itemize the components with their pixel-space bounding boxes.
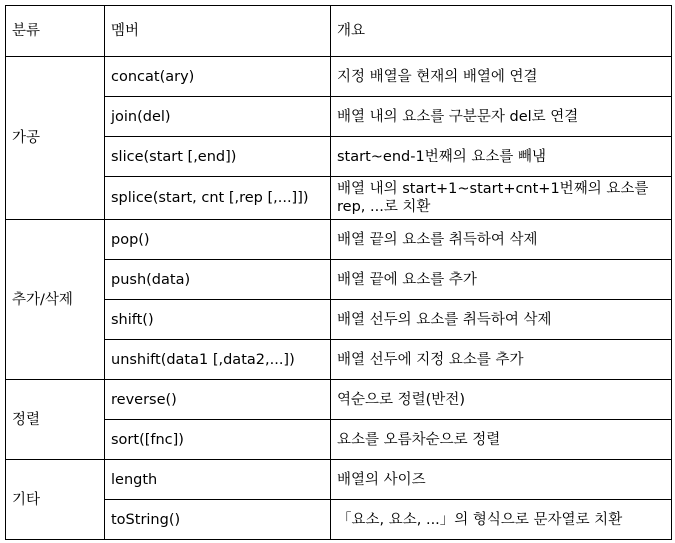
member-cell: reverse() [105, 380, 331, 420]
summary-cell: 요소를 오름차순으로 정렬 [331, 420, 672, 460]
summary-cell: 배열 내의 요소를 구분문자 del로 연결 [331, 97, 672, 137]
array-members-table [5, 5, 672, 540]
header-member: 멤버 [105, 6, 331, 57]
category-cell: 가공 [6, 57, 105, 220]
table-row [6, 340, 672, 380]
table-row [6, 460, 672, 500]
summary-cell: 배열 선두의 요소를 취득하여 삭제 [331, 300, 672, 340]
category-cell: 정렬 [6, 380, 105, 460]
header-category: 분류 [6, 6, 105, 57]
table-row [6, 420, 672, 460]
summary-cell: 배열 선두에 지정 요소를 추가 [331, 340, 672, 380]
member-cell: splice(start, cnt [,rep [,...]]) [105, 177, 331, 220]
table-row [6, 500, 672, 540]
member-cell: pop() [105, 220, 331, 260]
category-cell: 기타 [6, 460, 105, 540]
member-cell: shift() [105, 300, 331, 340]
summary-cell: 「요소, 요소, ...」의 형식으로 문자열로 치환 [331, 500, 672, 540]
header-summary: 개요 [331, 6, 672, 57]
member-cell: sort([fnc]) [105, 420, 331, 460]
summary-cell: 배열의 사이즈 [331, 460, 672, 500]
member-cell: length [105, 460, 331, 500]
member-cell: unshift(data1 [,data2,...]) [105, 340, 331, 380]
header-row [6, 6, 672, 57]
member-cell: toString() [105, 500, 331, 540]
table-row [6, 97, 672, 137]
member-cell: push(data) [105, 260, 331, 300]
table-row [6, 220, 672, 260]
summary-cell: 지정 배열을 현재의 배열에 연결 [331, 57, 672, 97]
summary-cell: 배열 끝의 요소를 취득하여 삭제 [331, 220, 672, 260]
member-cell: slice(start [,end]) [105, 137, 331, 177]
table-row [6, 380, 672, 420]
summary-cell: start~end-1번째의 요소를 빼냄 [331, 137, 672, 177]
summary-cell: 배열 내의 start+1~start+cnt+1번째의 요소를 rep, ...로 치환 [331, 177, 672, 220]
member-cell: concat(ary) [105, 57, 331, 97]
table-row [6, 57, 672, 97]
member-cell: join(del) [105, 97, 331, 137]
table-row [6, 177, 672, 220]
summary-cell: 배열 끝에 요소를 추가 [331, 260, 672, 300]
table-row [6, 137, 672, 177]
table-row [6, 300, 672, 340]
category-cell: 추가/삭제 [6, 220, 105, 380]
summary-cell: 역순으로 정렬(반전) [331, 380, 672, 420]
table-row [6, 260, 672, 300]
